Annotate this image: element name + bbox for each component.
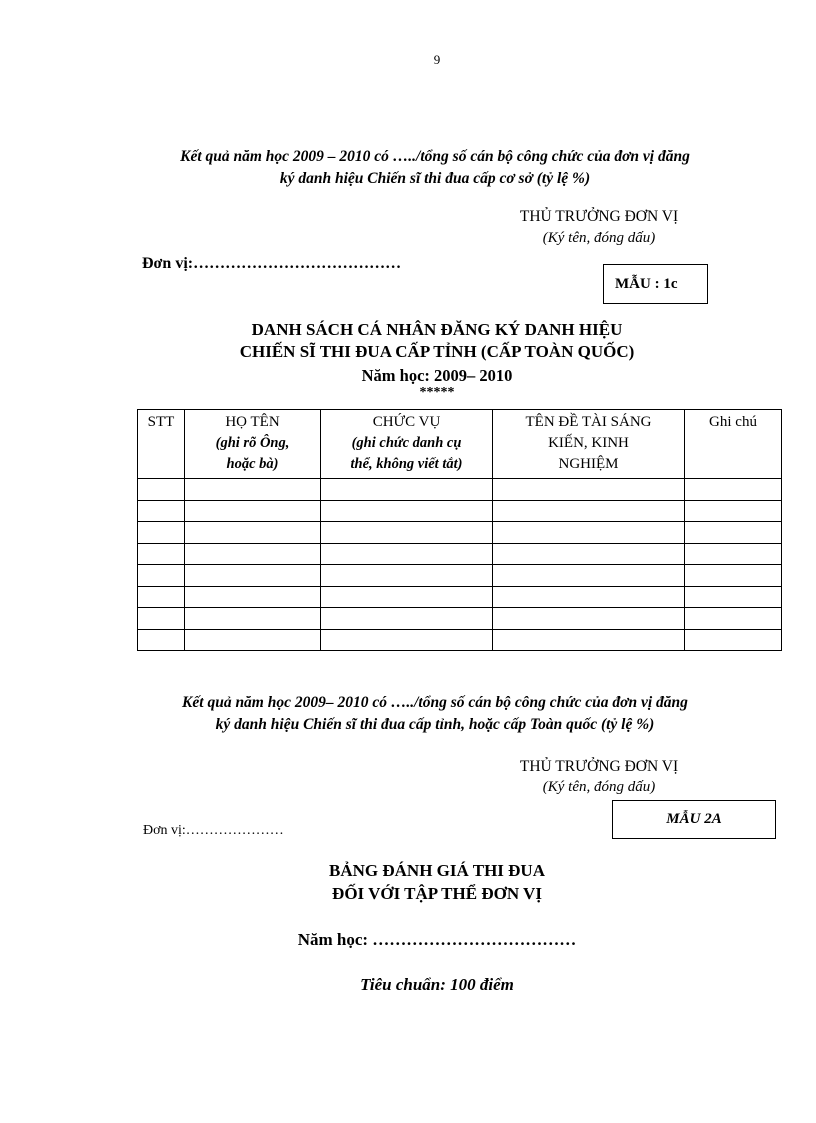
header-name (185, 410, 321, 479)
table-cell[interactable] (185, 608, 321, 630)
signer-title: THỦ TRƯỞNG ĐƠN VỊ (519, 208, 679, 225)
table-cell[interactable] (493, 565, 685, 587)
table-cell[interactable] (321, 586, 493, 608)
table-row (138, 608, 782, 630)
page-number: 9 (433, 52, 441, 67)
table-cell[interactable] (321, 543, 493, 565)
header-position (321, 410, 493, 479)
criteria-label: Tiêu chuẩn: 100 điểm (360, 975, 514, 994)
assessment-title: ĐỐI VỚI TẬP THỂ ĐƠN VỊ (332, 884, 542, 903)
table-cell[interactable] (321, 629, 493, 651)
signer-note: (Ký tên, đóng dấu) (542, 230, 656, 246)
table-cell[interactable] (493, 586, 685, 608)
result-line: Kết quả năm học 2009 – 2010 có …../tổng số cán bộ công chức của đơn vị đăng (180, 148, 690, 165)
table-cell[interactable] (685, 586, 782, 608)
header-name-note: (ghi rõ Ông, (215, 435, 290, 451)
registration-table (137, 409, 782, 651)
form-code-text: MẪU : 1c (615, 275, 678, 292)
table-cell[interactable] (185, 629, 321, 651)
table-header-row (138, 410, 782, 479)
header-position-text: CHỨC VỤ (372, 414, 441, 430)
document-title: CHIẾN SĨ THI ĐUA CẤP TỈNH (CẤP TOÀN QUỐC) (239, 342, 635, 361)
table-cell[interactable] (493, 608, 685, 630)
header-topic-text: TÊN ĐỀ TÀI SÁNG (525, 414, 652, 430)
table-cell[interactable] (685, 500, 782, 522)
table-cell[interactable] (321, 522, 493, 544)
signer-title: THỦ TRƯỞNG ĐƠN VỊ (519, 758, 679, 775)
table-cell[interactable] (185, 543, 321, 565)
table-cell[interactable] (493, 629, 685, 651)
table-row (138, 586, 782, 608)
table-cell[interactable] (321, 608, 493, 630)
table-cell[interactable] (321, 500, 493, 522)
table-cell[interactable] (321, 479, 493, 501)
table-cell[interactable] (185, 500, 321, 522)
table-cell[interactable] (138, 629, 185, 651)
table-row (138, 543, 782, 565)
form-code-text: MẪU 2A (666, 811, 722, 827)
table-cell[interactable] (185, 586, 321, 608)
header-stt-text: STT (147, 414, 175, 430)
table-cell[interactable] (685, 522, 782, 544)
table-cell[interactable] (185, 479, 321, 501)
unit-label: Đơn vị:………………… (143, 823, 284, 838)
table-cell[interactable] (493, 500, 685, 522)
header-stt (138, 410, 185, 479)
unit-label: Đơn vị:………………………………… (142, 255, 402, 272)
table-cell[interactable] (493, 522, 685, 544)
table-cell[interactable] (493, 543, 685, 565)
table-cell[interactable] (138, 543, 185, 565)
table-row (138, 565, 782, 587)
table-cell[interactable] (185, 522, 321, 544)
result-paragraph-cap-tinh (130, 692, 740, 736)
header-note-text: Ghi chú (709, 414, 757, 430)
table-row (138, 522, 782, 544)
header-note (685, 410, 782, 479)
table-cell[interactable] (685, 565, 782, 587)
header-topic-text: NGHIỆM (558, 456, 619, 472)
header-topic-text: KIẾN, KINH (548, 435, 629, 451)
table-cell[interactable] (138, 586, 185, 608)
table-cell[interactable] (493, 479, 685, 501)
assessment-title: BẢNG ĐÁNH GIÁ THI ĐUA (329, 861, 545, 880)
header-position-note: (ghi chức danh cụ (351, 435, 462, 451)
header-topic (493, 410, 685, 479)
result-line: Kết quả năm học 2009– 2010 có …../tổng số cán bộ công chức của đơn vị đăng (182, 694, 688, 711)
result-line: ký danh hiệu Chiến sĩ thi đua cấp cơ sở (tỷ lệ %) (279, 170, 591, 187)
table-cell[interactable] (685, 608, 782, 630)
header-name-note: hoặc bà) (226, 456, 279, 472)
table-cell[interactable] (138, 522, 185, 544)
table-cell[interactable] (321, 565, 493, 587)
table-row (138, 479, 782, 501)
header-position-note: thể, không viết tắt) (350, 456, 463, 472)
school-year: Năm học: ……………………………… (297, 930, 577, 949)
separator-stars: ***** (419, 385, 455, 400)
table-cell[interactable] (685, 629, 782, 651)
table-cell[interactable] (138, 565, 185, 587)
table-cell[interactable] (685, 543, 782, 565)
school-year: Năm học: 2009– 2010 (361, 366, 513, 385)
table-cell[interactable] (138, 479, 185, 501)
signer-note: (Ký tên, đóng dấu) (542, 779, 656, 795)
result-paragraph-cap-co-so (130, 146, 740, 190)
table-cell[interactable] (138, 608, 185, 630)
table-cell[interactable] (185, 565, 321, 587)
table-row (138, 500, 782, 522)
form-code-badge (603, 264, 708, 304)
form-code-badge (612, 800, 776, 839)
table-row (138, 629, 782, 651)
document-title: DANH SÁCH CÁ NHÂN ĐĂNG KÝ DANH HIỆU (251, 320, 623, 339)
table-cell[interactable] (685, 479, 782, 501)
table-cell[interactable] (138, 500, 185, 522)
header-name-text: HỌ TÊN (225, 414, 280, 430)
result-line: ký danh hiệu Chiến sĩ thi đua cấp tỉnh, hoặc cấp Toàn quốc (tỷ lệ %) (215, 716, 655, 733)
